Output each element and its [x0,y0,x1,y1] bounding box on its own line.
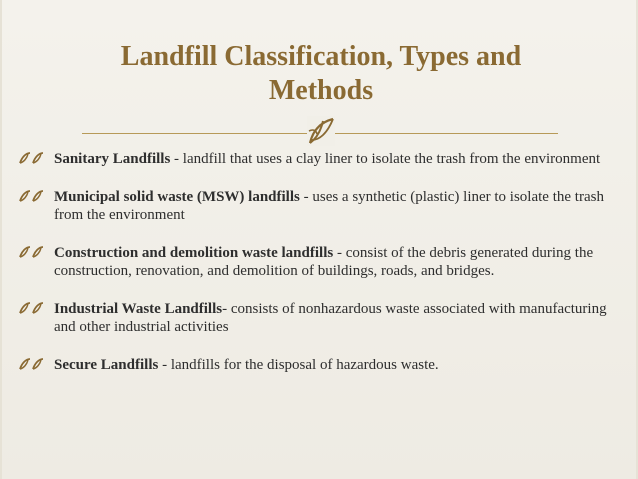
item-text: - consist of the debris generated during the construction, renovation, and demolition of buildings, roads, and bridges. [54,245,594,279]
item-term: Industrial Waste Landfills [54,301,223,317]
double-flourish-icon [18,301,46,315]
slide-title-line-1: Landfill Classification, Types and [120,41,522,72]
bullet-list [2,150,622,394]
item-text: - landfills for the disposal of hazardous waste. [158,357,439,373]
item-text: - consists of nonhazardous waste associated with manufacturing and other industrial activities [54,301,607,335]
double-flourish-icon [18,357,46,371]
item-term: Construction and demolition waste landfills [54,245,334,261]
list-item [2,300,622,336]
ornamental-flourish-icon [307,116,335,146]
item-term: Sanitary Landfills [54,151,171,167]
double-flourish-icon [18,189,46,203]
list-item [2,188,622,224]
item-term: Municipal solid waste (MSW) landfills [54,189,300,205]
slide-title [2,40,638,108]
list-item [2,356,622,374]
list-item [2,244,622,280]
double-flourish-icon [18,245,46,259]
item-text: - landfill that uses a clay liner to isolate the trash from the environment [170,151,601,167]
item-text: - uses a synthetic (plastic) liner to isolate the trash from the environment [54,189,604,223]
list-item [2,150,622,168]
double-flourish-icon [18,151,46,165]
slide-title-line-2: Methods [268,75,374,106]
item-term: Secure Landfills [54,357,159,373]
